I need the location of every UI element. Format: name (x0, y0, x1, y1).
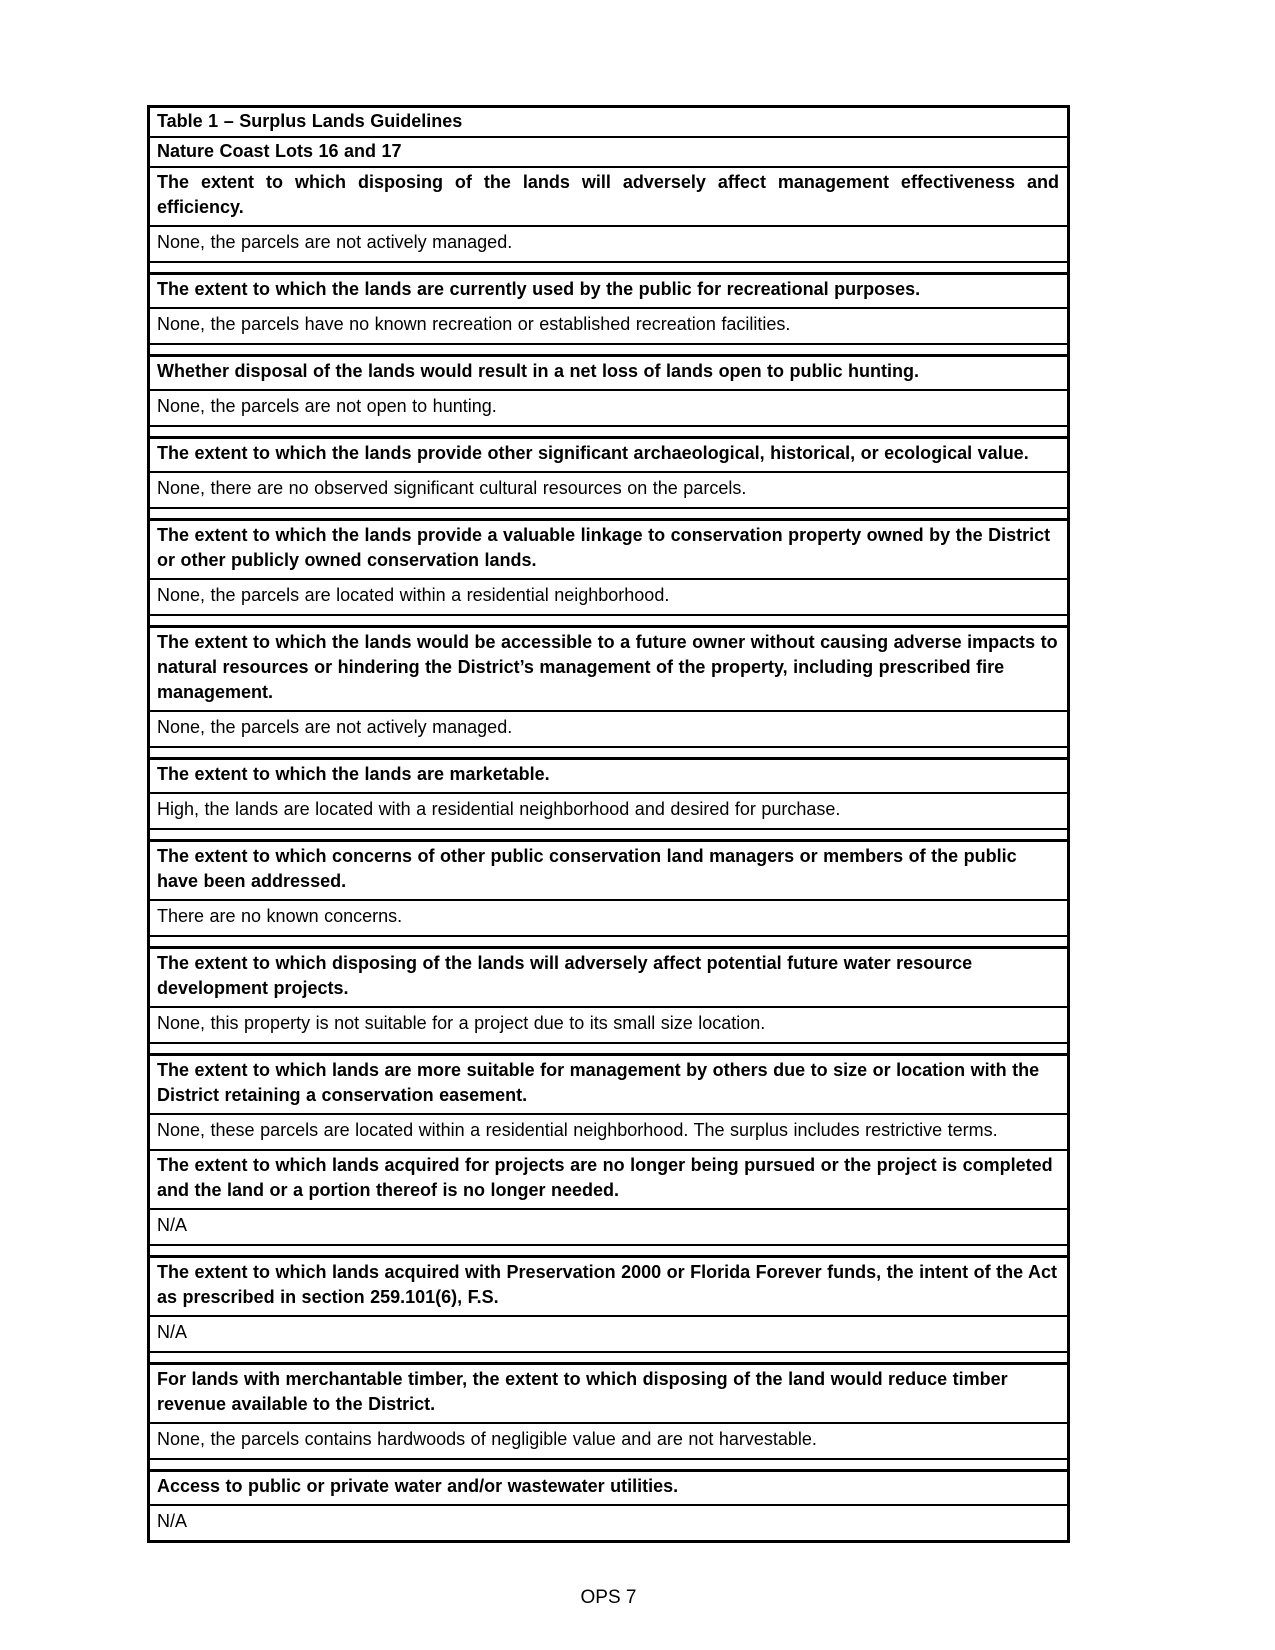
table-row (149, 627, 1069, 712)
table-subtitle: Nature Coast Lots 16 and 17 (149, 137, 1069, 167)
table-row (149, 793, 1069, 829)
table-row (149, 759, 1069, 794)
spacer-cell (149, 1459, 1069, 1471)
table-row (149, 107, 1069, 138)
spacer-row (149, 1245, 1069, 1257)
answer-cell: None, the parcels are not actively managed. (149, 226, 1069, 262)
spacer-row (149, 936, 1069, 948)
table-row (149, 711, 1069, 747)
table-row (149, 900, 1069, 936)
spacer-row (149, 1459, 1069, 1471)
answer-cell: None, there are no observed significant cultural resources on the parcels. (149, 472, 1069, 508)
answer-cell: None, the parcels are not actively managed. (149, 711, 1069, 747)
spacer-cell (149, 1245, 1069, 1257)
question-cell: The extent to which lands acquired for projects are no longer being pursued or the project is completed and the land or a portion thereof is no longer needed. (149, 1150, 1069, 1209)
table-row (149, 520, 1069, 580)
table-row (149, 226, 1069, 262)
question-cell: The extent to which the lands are currently used by the public for recreational purposes. (149, 274, 1069, 309)
spacer-cell (149, 936, 1069, 948)
spacer-row (149, 1352, 1069, 1364)
answer-cell: N/A (149, 1505, 1069, 1542)
spacer-row (149, 344, 1069, 356)
table-row (149, 1114, 1069, 1150)
table-row (149, 841, 1069, 901)
answer-cell: None, the parcels are not open to hunting. (149, 390, 1069, 426)
answer-cell: None, these parcels are located within a residential neighborhood. The surplus includes restrictive terms. (149, 1114, 1069, 1150)
spacer-row (149, 426, 1069, 438)
surplus-lands-guidelines-table (147, 105, 1070, 1543)
answer-cell: N/A (149, 1209, 1069, 1245)
answer-cell: There are no known concerns. (149, 900, 1069, 936)
spacer-row (149, 615, 1069, 627)
spacer-cell (149, 615, 1069, 627)
answer-cell: None, the parcels contains hardwoods of negligible value and are not harvestable. (149, 1423, 1069, 1459)
table-row (149, 390, 1069, 426)
answer-cell: None, this property is not suitable for a project due to its small size location. (149, 1007, 1069, 1043)
question-cell: The extent to which disposing of the lands will adversely affect potential future water resource development projects. (149, 948, 1069, 1008)
table-row (149, 308, 1069, 344)
table-row (149, 1150, 1069, 1209)
question-cell: The extent to which lands are more suitable for management by others due to size or location with the District retaining a conservation easement. (149, 1055, 1069, 1115)
spacer-row (149, 1043, 1069, 1055)
question-cell: The extent to which disposing of the lands will adversely affect management effectiveness and efficiency. (149, 167, 1069, 226)
answer-cell: None, the parcels have no known recreation or established recreation facilities. (149, 308, 1069, 344)
table-row (149, 1257, 1069, 1317)
table-row (149, 948, 1069, 1008)
question-cell: Whether disposal of the lands would result in a net loss of lands open to public hunting. (149, 356, 1069, 391)
spacer-row (149, 747, 1069, 759)
table-row (149, 1423, 1069, 1459)
spacer-cell (149, 508, 1069, 520)
table-row (149, 438, 1069, 473)
table-row (149, 1055, 1069, 1115)
spacer-row (149, 508, 1069, 520)
question-cell: The extent to which the lands are marketable. (149, 759, 1069, 794)
table-row (149, 356, 1069, 391)
spacer-cell (149, 1352, 1069, 1364)
question-cell: Access to public or private water and/or wastewater utilities. (149, 1471, 1069, 1506)
table-row (149, 579, 1069, 615)
table-row (149, 274, 1069, 309)
table-row (149, 137, 1069, 167)
table-row (149, 167, 1069, 226)
table-row (149, 1364, 1069, 1424)
table-row (149, 1316, 1069, 1352)
table-row (149, 1007, 1069, 1043)
spacer-cell (149, 344, 1069, 356)
table-row (149, 1471, 1069, 1506)
spacer-cell (149, 829, 1069, 841)
page-footer: OPS 7 (580, 1587, 637, 1608)
answer-cell: None, the parcels are located within a residential neighborhood. (149, 579, 1069, 615)
answer-cell: N/A (149, 1316, 1069, 1352)
table-row (149, 472, 1069, 508)
spacer-cell (149, 1043, 1069, 1055)
question-cell: The extent to which the lands provide other significant archaeological, historical, or ecological value. (149, 438, 1069, 473)
question-cell: The extent to which concerns of other public conservation land managers or members of the public have been addressed. (149, 841, 1069, 901)
question-cell: The extent to which the lands provide a valuable linkage to conservation property owned by the District or other publicly owned conservation lands. (149, 520, 1069, 580)
spacer-cell (149, 747, 1069, 759)
table-row (149, 1209, 1069, 1245)
question-cell: The extent to which lands acquired with Preservation 2000 or Florida Forever funds, the intent of the Act as prescribed in section 259.101(6), F.S. (149, 1257, 1069, 1317)
spacer-cell (149, 426, 1069, 438)
spacer-row (149, 829, 1069, 841)
question-cell: For lands with merchantable timber, the extent to which disposing of the land would reduce timber revenue available to the District. (149, 1364, 1069, 1424)
spacer-cell (149, 262, 1069, 274)
answer-cell: High, the lands are located with a residential neighborhood and desired for purchase. (149, 793, 1069, 829)
question-cell: The extent to which the lands would be accessible to a future owner without causing adverse impacts to natural resources or hindering the District’s management of the property, including prescribed fire management. (149, 627, 1069, 712)
table-title: Table 1 – Surplus Lands Guidelines (149, 107, 1069, 138)
table-row (149, 1505, 1069, 1542)
spacer-row (149, 262, 1069, 274)
